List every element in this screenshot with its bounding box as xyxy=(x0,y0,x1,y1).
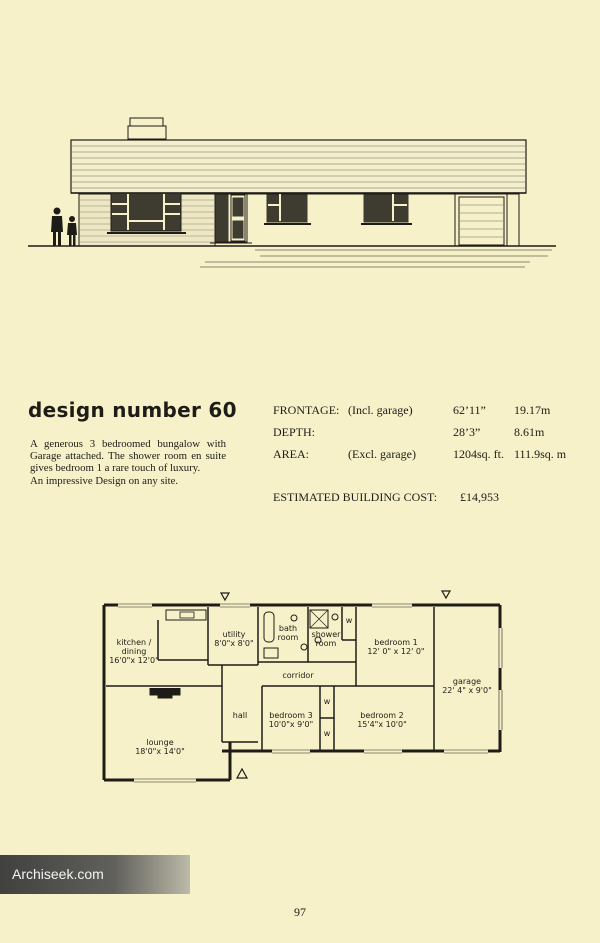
room-name: utility xyxy=(222,630,246,639)
wardrobe-mark: w xyxy=(323,729,331,738)
wardrobe-mark: w xyxy=(345,616,353,625)
watermark-banner xyxy=(0,855,190,894)
room-name: bedroom 1 xyxy=(374,638,418,647)
bedroom2-label xyxy=(344,711,420,729)
room-size: 15'4"x 10'0" xyxy=(357,720,407,729)
lounge-label xyxy=(120,738,200,756)
entrance-marker xyxy=(237,769,247,778)
area-label: AREA: xyxy=(273,447,309,461)
garage-label xyxy=(436,677,498,695)
watermark-text: Archiseek.com xyxy=(12,866,104,882)
area-note: (Excl. garage) xyxy=(348,447,416,461)
room-size: 22' 4" x 9'0" xyxy=(442,686,492,695)
page-number: 97 xyxy=(294,905,306,919)
room-size: 16'0"x 12'0" xyxy=(109,656,159,665)
room-size: 10'0"x 9'0" xyxy=(268,720,314,729)
kitchen-label xyxy=(106,638,162,665)
bedroom3-label xyxy=(262,711,320,729)
cost-label: ESTIMATED BUILDING COST: xyxy=(273,490,438,504)
room-name: kitchen / dining xyxy=(116,638,152,656)
entrance-marker xyxy=(221,593,229,600)
wardrobe-mark: w xyxy=(323,697,331,706)
entrance-marker xyxy=(442,591,450,598)
room-size: 18'0"x 14'0" xyxy=(135,747,185,756)
room-name: bedroom 3 xyxy=(269,711,313,720)
shower-room-label: shower room xyxy=(311,630,341,648)
kitchen-counter xyxy=(166,610,206,620)
depth-label: DEPTH: xyxy=(273,425,315,439)
cost-value: £14,953 xyxy=(460,490,499,504)
frontage-imperial: 62’11” xyxy=(453,403,486,417)
frontage-label: FRONTAGE: xyxy=(273,403,340,417)
frontage-metric: 19.17m xyxy=(514,403,551,417)
frontage-note: (Incl. garage) xyxy=(348,403,413,417)
room-name: bedroom 2 xyxy=(360,711,404,720)
depth-metric: 8.61m xyxy=(514,425,545,439)
design-heading: design number 60 xyxy=(28,398,237,422)
room-name: garage xyxy=(452,677,482,686)
area-metric: 111.9sq. m xyxy=(514,447,567,461)
room-size: 8'0"x 8'0" xyxy=(214,639,254,648)
corridor-label: corridor xyxy=(282,671,314,680)
bathtub xyxy=(264,612,274,642)
utility-label xyxy=(209,630,259,648)
description-paragraph: An impressive Design on any site. xyxy=(30,474,179,487)
area-imperial: 1204sq. ft. xyxy=(453,447,504,461)
bedroom1-label xyxy=(358,638,434,656)
bathroom-label: bath room xyxy=(277,624,299,642)
description-paragraph: A generous 3 bedroomed bungalow with Garage attached. The shower room en suite gives bedroom 1 a rare touch of luxury. xyxy=(30,438,226,475)
hall-label: hall xyxy=(232,711,248,720)
fireplace xyxy=(150,688,180,698)
room-size: 12' 0" x 12' 0" xyxy=(367,647,425,656)
room-name: lounge xyxy=(146,738,174,747)
depth-imperial: 28’3” xyxy=(453,425,481,439)
